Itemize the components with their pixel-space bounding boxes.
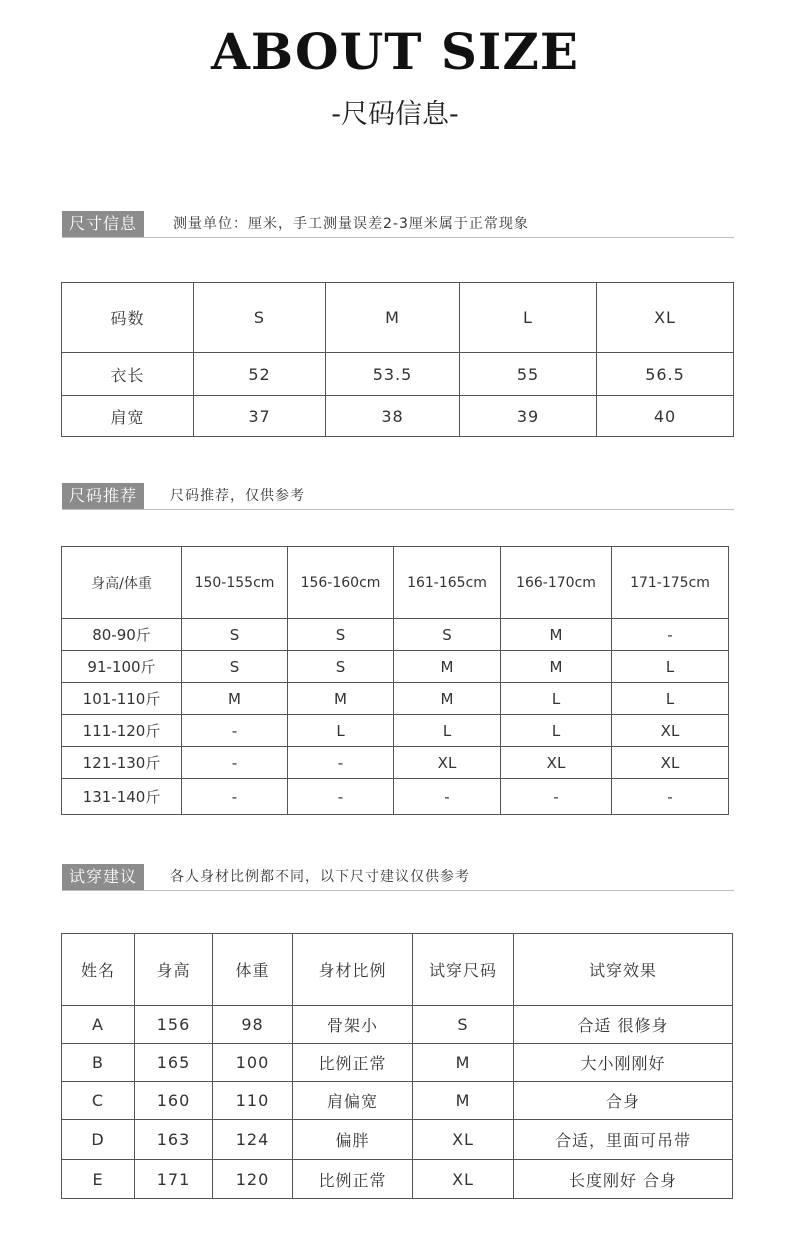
table-cell: M: [394, 651, 501, 683]
table-header-cell: 150-155cm: [182, 547, 288, 619]
table-row: [62, 651, 729, 683]
fitting-table: [61, 933, 733, 1199]
table-cell: 156: [135, 1006, 213, 1044]
table-cell: 肩偏宽: [293, 1082, 413, 1120]
table-cell: 121-130斤: [62, 747, 182, 779]
table-cell: 38: [326, 396, 460, 437]
table-cell: 比例正常: [293, 1160, 413, 1199]
table-header-cell: 166-170cm: [501, 547, 612, 619]
size-info-tag: 尺寸信息: [62, 211, 144, 237]
table-cell: L: [501, 683, 612, 715]
table-cell: -: [182, 747, 288, 779]
size-info-header-row: [62, 283, 734, 353]
table-cell: XL: [413, 1120, 514, 1160]
table-cell: 37: [194, 396, 326, 437]
table-cell: 长度刚好 合身: [514, 1160, 733, 1199]
recommend-table: [61, 546, 729, 815]
table-cell: M: [501, 651, 612, 683]
table-header-cell: M: [326, 283, 460, 353]
fitting-note: 各人身材比例都不同，以下尺寸建议仅供参考: [170, 869, 470, 885]
table-header-cell: 身高/体重: [62, 547, 182, 619]
table-header-cell: 姓名: [62, 934, 135, 1006]
table-cell: 56.5: [597, 353, 734, 396]
table-cell: 比例正常: [293, 1044, 413, 1082]
table-cell: 120: [213, 1160, 293, 1199]
table-cell: 98: [213, 1006, 293, 1044]
table-row: [62, 683, 729, 715]
table-cell: -: [612, 619, 729, 651]
table-row: [62, 1160, 733, 1199]
table-cell: C: [62, 1082, 135, 1120]
table-row: [62, 396, 734, 437]
table-cell: 40: [597, 396, 734, 437]
fitting-section-header: [62, 864, 734, 891]
table-cell: -: [182, 715, 288, 747]
table-cell: 110: [213, 1082, 293, 1120]
table-cell: E: [62, 1160, 135, 1199]
table-cell: 合适 很修身: [514, 1006, 733, 1044]
table-row: [62, 1006, 733, 1044]
table-cell: 124: [213, 1120, 293, 1160]
table-header-cell: 身材比例: [293, 934, 413, 1006]
table-cell: 52: [194, 353, 326, 396]
table-cell: L: [612, 683, 729, 715]
table-cell: 55: [460, 353, 597, 396]
table-header-cell: L: [460, 283, 597, 353]
fitting-header-row: [62, 934, 733, 1006]
table-cell: 160: [135, 1082, 213, 1120]
table-cell: A: [62, 1006, 135, 1044]
table-header-cell: 码数: [62, 283, 194, 353]
table-cell: L: [394, 715, 501, 747]
table-row: [62, 619, 729, 651]
table-row: [62, 779, 729, 815]
fitting-tag: 试穿建议: [62, 864, 144, 890]
table-cell: XL: [394, 747, 501, 779]
table-cell: D: [62, 1120, 135, 1160]
table-cell: -: [182, 779, 288, 815]
table-cell: S: [182, 619, 288, 651]
table-header-cell: 161-165cm: [394, 547, 501, 619]
table-header-cell: 试穿尺码: [413, 934, 514, 1006]
table-cell: -: [394, 779, 501, 815]
recommend-section-header: [62, 483, 734, 510]
recommend-note: 尺码推荐，仅供参考: [170, 488, 305, 504]
table-cell: 大小刚刚好: [514, 1044, 733, 1082]
table-cell: 合身: [514, 1082, 733, 1120]
size-info-section-header: [62, 211, 734, 238]
page-title: ABOUT SIZE: [211, 22, 579, 81]
table-header-cell: 身高: [135, 934, 213, 1006]
table-cell: S: [182, 651, 288, 683]
table-cell: 101-110斤: [62, 683, 182, 715]
table-header-cell: 体重: [213, 934, 293, 1006]
recommend-header-row: [62, 547, 729, 619]
table-cell: 肩宽: [62, 396, 194, 437]
table-header-cell: 试穿效果: [514, 934, 733, 1006]
table-cell: B: [62, 1044, 135, 1082]
table-cell: S: [394, 619, 501, 651]
size-info-table: [61, 282, 734, 437]
table-row: [62, 353, 734, 396]
table-cell: M: [394, 683, 501, 715]
table-cell: 39: [460, 396, 597, 437]
table-row: [62, 1044, 733, 1082]
table-header-cell: XL: [597, 283, 734, 353]
table-cell: 80-90斤: [62, 619, 182, 651]
table-cell: M: [501, 619, 612, 651]
table-cell: 171: [135, 1160, 213, 1199]
table-cell: L: [501, 715, 612, 747]
table-cell: -: [612, 779, 729, 815]
size-info-note: 测量单位：厘米，手工测量误差2-3厘米属于正常现象: [173, 216, 529, 232]
table-cell: 衣长: [62, 353, 194, 396]
table-header-cell: 156-160cm: [288, 547, 394, 619]
table-cell: S: [288, 619, 394, 651]
table-cell: L: [288, 715, 394, 747]
table-row: [62, 747, 729, 779]
table-cell: -: [288, 779, 394, 815]
table-row: [62, 1120, 733, 1160]
recommend-tag: 尺码推荐: [62, 483, 144, 509]
table-cell: -: [288, 747, 394, 779]
table-cell: M: [413, 1082, 514, 1120]
table-cell: 165: [135, 1044, 213, 1082]
table-cell: M: [288, 683, 394, 715]
table-cell: S: [413, 1006, 514, 1044]
table-cell: M: [182, 683, 288, 715]
table-cell: 131-140斤: [62, 779, 182, 815]
table-cell: 合适，里面可吊带: [514, 1120, 733, 1160]
table-cell: XL: [413, 1160, 514, 1199]
table-cell: -: [501, 779, 612, 815]
table-cell: 91-100斤: [62, 651, 182, 683]
table-cell: XL: [501, 747, 612, 779]
table-cell: 163: [135, 1120, 213, 1160]
table-cell: S: [288, 651, 394, 683]
table-cell: 100: [213, 1044, 293, 1082]
table-cell: 骨架小: [293, 1006, 413, 1044]
table-header-cell: S: [194, 283, 326, 353]
table-row: [62, 715, 729, 747]
table-cell: L: [612, 651, 729, 683]
table-cell: 111-120斤: [62, 715, 182, 747]
table-cell: XL: [612, 747, 729, 779]
table-cell: 偏胖: [293, 1120, 413, 1160]
table-cell: 53.5: [326, 353, 460, 396]
table-row: [62, 1082, 733, 1120]
page-subtitle: -尺码信息-: [331, 99, 459, 130]
table-cell: XL: [612, 715, 729, 747]
table-cell: M: [413, 1044, 514, 1082]
table-header-cell: 171-175cm: [612, 547, 729, 619]
